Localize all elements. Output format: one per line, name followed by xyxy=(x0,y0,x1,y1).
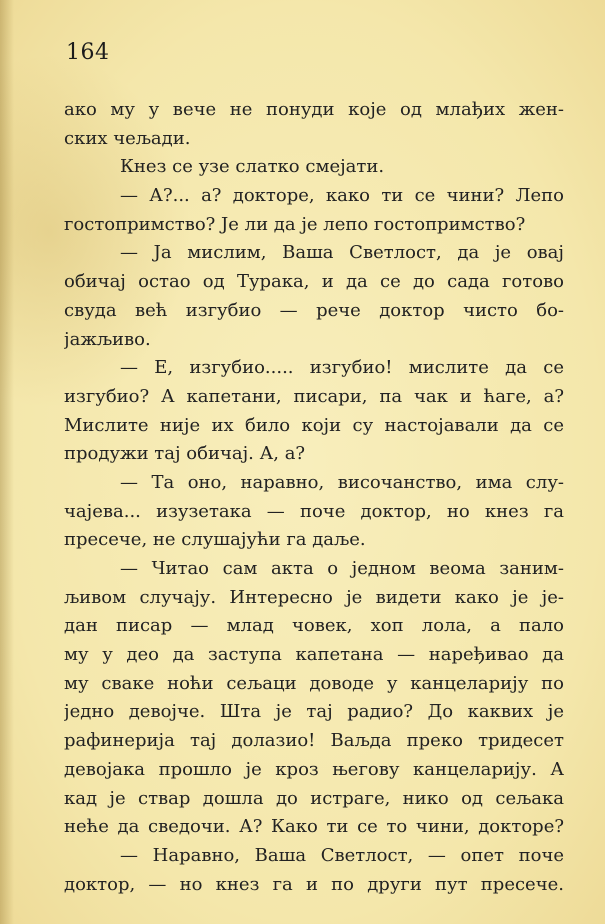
page-edge-shadow xyxy=(0,0,14,924)
text-line: ских чељади. xyxy=(64,127,191,149)
page-number: 164 xyxy=(66,40,110,65)
text-line: једно девојче. Шта је тај радио? До каквих је xyxy=(64,701,564,723)
text-line: му у део да заступа капетана — наређивао да xyxy=(64,644,564,666)
text-line: чајева... изузетака — поче доктор, но кнез га xyxy=(64,500,564,522)
text-line: — А?... а? докторе, како ти се чини? Лепо xyxy=(120,185,564,207)
text-line: продужи тај обичај. А, а? xyxy=(64,443,306,465)
text-line: девојака прошло је кроз његову канцеларију. А xyxy=(64,758,564,780)
text-line: доктор, — но кнез га и по други пут пресече. xyxy=(64,873,564,895)
text-line: љивом случају. Интересно је видети како је је- xyxy=(64,586,564,608)
text-line: — Читао сам акта о једном веома заним- xyxy=(120,558,564,579)
text-line: — Наравно, Ваша Светлост, — опет поче xyxy=(120,844,564,866)
body-text xyxy=(64,96,564,899)
text-line: јажљиво. xyxy=(64,328,151,350)
text-line: неће да сведочи. А? Како ти се то чини, докторе? xyxy=(64,816,564,838)
text-line: — Та оно, наравно, височанство, има слу- xyxy=(120,471,564,493)
text-line: рафинерија тај долазио! Ваљда преко тридесет xyxy=(64,730,564,752)
text-line: свуда већ изгубио — рече доктор чисто бо- xyxy=(64,299,564,321)
text-line: ако му у вече не понуди које од млађих жен- xyxy=(64,99,564,120)
text-line: — Е, изгубио..... изгубио! мислите да се xyxy=(120,357,564,379)
text-line: — Ја мислим, Ваша Светлост, да је овај xyxy=(120,242,564,264)
text-line: му сваке ноћи сељаци доводе у канцеларију по xyxy=(64,672,564,694)
text-line: изгубио? А капетани, писари, па чак и ћаге, а? xyxy=(64,385,564,407)
text-line: кад је ствар дошла до истраге, нико од сељака xyxy=(64,787,564,809)
text-line: дан писар — млад човек, хоп лола, а пало xyxy=(64,615,564,637)
text-line: Мислите није их било који су настојавали да се xyxy=(64,414,564,436)
text-line: гостопримство? Је ли да је лепо гостопримство? xyxy=(64,213,526,235)
text-line: обичај остао од Турака, и да се до сада готово xyxy=(64,271,564,293)
text-line: Кнез се узе слатко смејати. xyxy=(120,156,385,178)
text-line: пресече, не слушајући га даље. xyxy=(64,529,366,551)
